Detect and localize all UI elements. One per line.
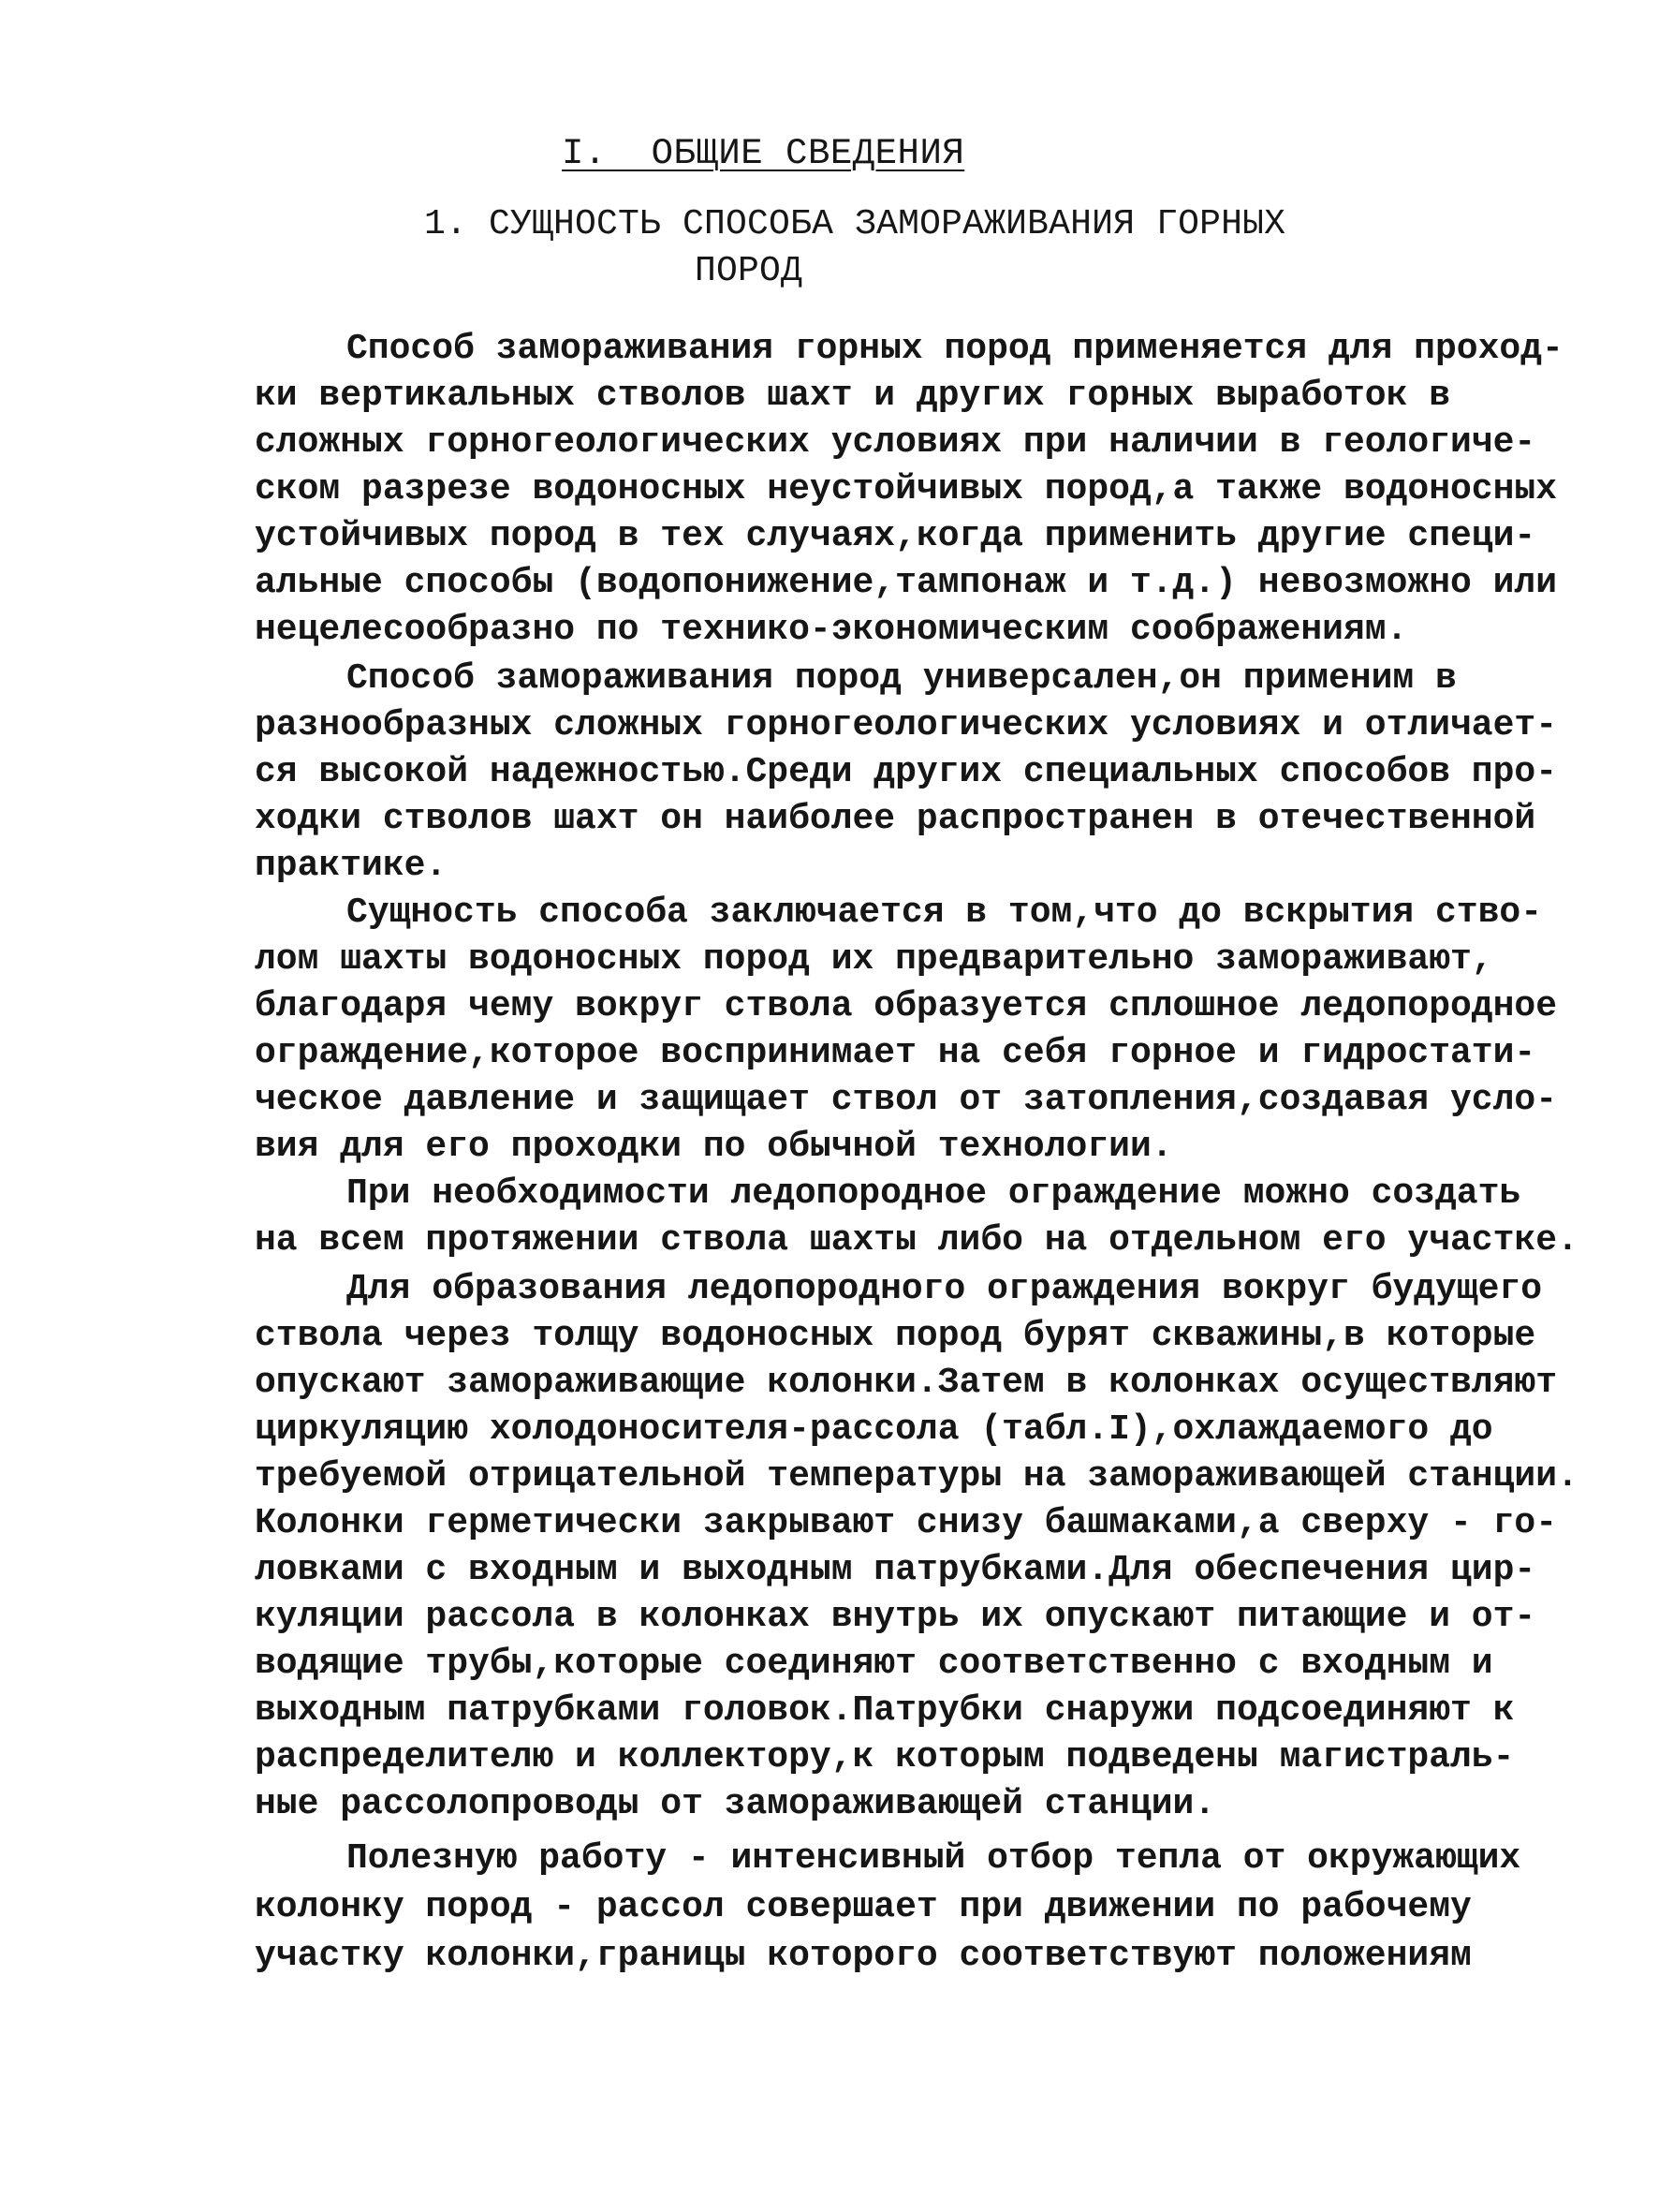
body-line: на всем протяжении ствола шахты либо на отдельном его участке.: [255, 1220, 1578, 1261]
body-line: сложных горногеологических условиях при наличии в геологиче-: [255, 422, 1536, 463]
body-line: ся высокой надежностью.Среди других специальных способов про-: [255, 752, 1558, 792]
body-line: лом шахты водоносных пород их предварительно замораживают,: [255, 939, 1493, 980]
body-line: выходным патрубками головок.Патрубки снаружи подсоединяют к: [255, 1690, 1515, 1731]
body-line: практике.: [255, 846, 448, 886]
body-line: Полезную работу - интенсивный отбор тепла от окружающих: [346, 1838, 1521, 1879]
body-line: Сущность способа заключается в том,что до вскрытия ство-: [346, 892, 1543, 933]
body-line: нецелесообразно по технико-экономическим соображениям.: [255, 610, 1408, 650]
body-line: разнообразных сложных горногеологических условиях и отличает-: [255, 705, 1558, 745]
body-line: колонку пород - рассол совершает при движении по рабочему: [255, 1887, 1472, 1927]
body-line: ки вертикальных стволов шахт и других горных выработок в: [255, 376, 1451, 416]
body-line: Способ замораживания горных пород применяется для проход-: [346, 329, 1564, 369]
body-line: водящие трубы,которые соединяют соответственно с входным и: [255, 1644, 1493, 1684]
section-heading: I. ОБЩИЕ СВЕДЕНИЯ: [562, 133, 965, 174]
body-line: ограждение,которое воспринимает на себя горное и гидростати-: [255, 1033, 1536, 1073]
body-line: ствола через толщу водоносных пород бурят скважины,в которые: [255, 1316, 1536, 1356]
body-line: вия для его проходки по обычной технологии.: [255, 1127, 1173, 1167]
body-line: устойчивых пород в тех случаях,когда применить другие специ-: [255, 516, 1536, 556]
body-line: альные способы (водопонижение,тампонаж и т.д.) невозможно или: [255, 563, 1558, 603]
body-line: распределителю и коллектору,к которым подведены магистраль-: [255, 1737, 1515, 1777]
body-line: Для образования ледопородного ограждения вокруг будущего: [346, 1269, 1543, 1309]
subsection-heading-line-2: ПОРОД: [695, 251, 803, 291]
body-line: Колонки герметически закрывают снизу башмаками,а сверху - го-: [255, 1503, 1558, 1543]
body-line: участку колонки,границы которого соответствуют положениям: [255, 1936, 1472, 1976]
body-line: куляции рассола в колонках внутрь их опускают питающие и от-: [255, 1597, 1536, 1637]
body-line: Способ замораживания пород универсален,он применим в: [346, 658, 1457, 699]
body-line: ческое давление и защищает ствол от затопления,создавая усло-: [255, 1080, 1558, 1120]
body-line: ходки стволов шахт он наиболее распространен в отечественной: [255, 799, 1536, 839]
subsection-heading-line-1: 1. СУЩНОСТЬ СПОСОБА ЗАМОРАЖИВАНИЯ ГОРНЫХ: [424, 204, 1286, 244]
body-line: ловками с входным и выходным патрубками.Для обеспечения цир-: [255, 1550, 1536, 1590]
body-line: При необходимости ледопородное ограждение можно создать: [346, 1173, 1521, 1214]
body-line: циркуляцию холодоносителя-рассола (табл.I),охлаждаемого до: [255, 1409, 1493, 1450]
body-line: опускают замораживающие колонки.Затем в колонках осуществляют: [255, 1363, 1558, 1403]
body-line: требуемой отрицательной температуры на замораживающей станции.: [255, 1456, 1578, 1497]
body-line: благодаря чему вокруг ствола образуется сплошное ледопородное: [255, 986, 1558, 1026]
body-line: ском разрезе водоносных неустойчивых пород,а также водоносных: [255, 469, 1558, 509]
body-line: ные рассолопроводы от замораживающей станции.: [255, 1784, 1216, 1824]
